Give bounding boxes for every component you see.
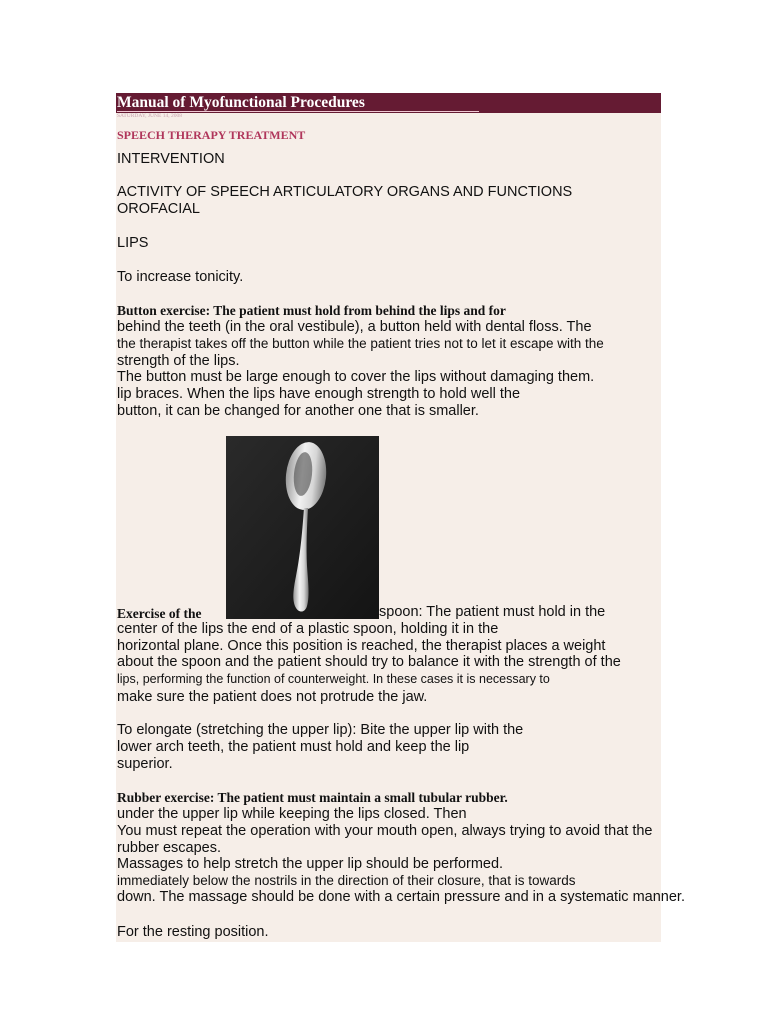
- spoon-exercise-line: about the spoon and the patient should try to balance it with the strength of the: [117, 654, 621, 670]
- rubber-exercise-line: under the upper lip while keeping the lips closed. Then: [117, 806, 467, 822]
- rubber-exercise-line: rubber escapes.: [117, 840, 221, 856]
- rubber-exercise-line: You must repeat the operation with your mouth open, always trying to avoid that the: [117, 823, 653, 839]
- lips-heading: LIPS: [117, 235, 149, 251]
- button-exercise-line: the therapist takes off the button while the patient tries not to let it escape with the: [117, 336, 604, 351]
- massage-text: Massages to help stretch the upper lip should be performed.: [117, 856, 504, 872]
- massage-text: immediately below the nostrils in the direction of their closure, that is towards: [117, 873, 576, 888]
- elongate-text: To elongate (stretching the upper lip): Bite the upper lip with the: [117, 722, 524, 738]
- spoon-exercise-lead: Exercise of the: [117, 606, 202, 621]
- spoon-exercise-line: horizontal plane. Once this position is reached, the therapist places a weight: [117, 638, 606, 654]
- massage-text: down. The massage should be done with a certain pressure and in a systematic manner.: [117, 889, 685, 905]
- resting-position-text: For the resting position.: [117, 924, 269, 940]
- activity-heading-line1: ACTIVITY OF SPEECH ARTICULATORY ORGANS AND FUNCTIONS: [117, 184, 573, 200]
- button-exercise-line: The button must be large enough to cover the lips without damaging them.: [117, 369, 595, 385]
- spoon-exercise-line: make sure the patient does not protrude the jaw.: [117, 689, 428, 705]
- button-exercise-line: strength of the lips.: [117, 353, 240, 369]
- title-underline: [117, 111, 479, 112]
- spoon-exercise-text: spoon: The patient must hold in the: [379, 604, 606, 620]
- post-date: SATURDAY, JUNE 14, 2008: [117, 113, 182, 119]
- spoon-exercise-line: lips, performing the function of counterweight. In these cases it is necessary to: [117, 672, 550, 686]
- spoon-exercise-line: center of the lips the end of a plastic spoon, holding it in the: [117, 621, 499, 637]
- elongate-text: superior.: [117, 756, 173, 772]
- button-exercise-line: button, it can be changed for another one that is smaller.: [117, 403, 479, 419]
- button-exercise-line: lip braces. When the lips have enough strength to hold well the: [117, 386, 521, 402]
- spoon-photo: [226, 436, 379, 619]
- button-exercise-line: behind the teeth (in the oral vestibule), a button held with dental floss. The: [117, 319, 592, 335]
- intervention-heading: INTERVENTION: [117, 151, 225, 167]
- elongate-text: lower arch teeth, the patient must hold and keep the lip: [117, 739, 470, 755]
- rubber-exercise-lead: Rubber exercise: The patient must maintain a small tubular rubber.: [117, 790, 508, 805]
- page-title: Manual of Myofunctional Procedures: [117, 94, 365, 111]
- tonicity-text: To increase tonicity.: [117, 269, 244, 285]
- button-exercise-lead: Button exercise: The patient must hold from behind the lips and for: [117, 303, 506, 318]
- section-heading: SPEECH THERAPY TREATMENT: [117, 128, 306, 142]
- activity-heading-line2: OROFACIAL: [117, 201, 200, 217]
